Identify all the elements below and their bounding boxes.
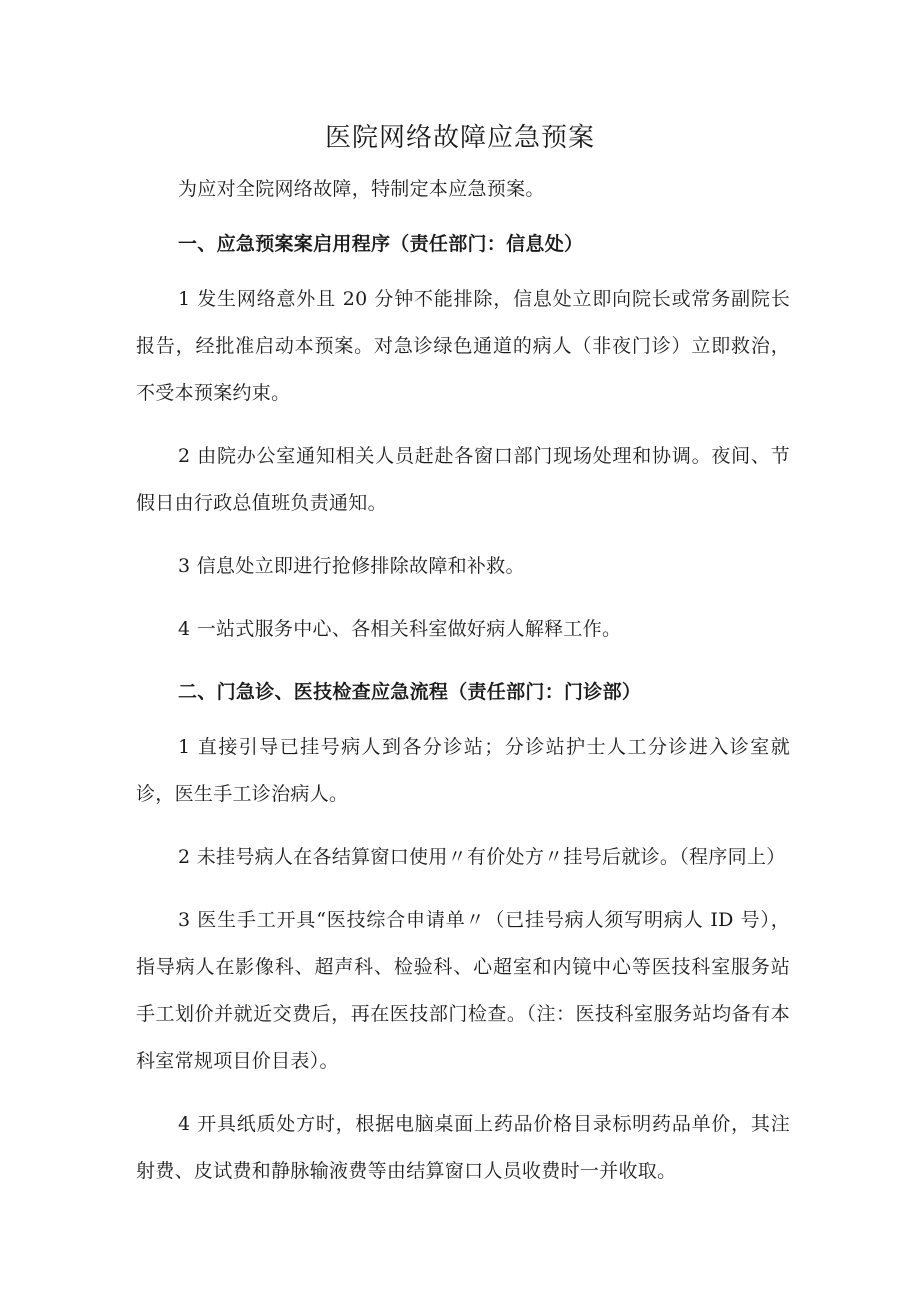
section-2-item-1: 1 直接引导已挂号病人到各分诊站；分诊站护士人工分诊进入诊室就诊，医生手工诊治病人。 <box>136 736 790 805</box>
section-2-item-3: 3 医生手工开具“医技综合申请单〃（已挂号病人须写明病人 ID 号），指导病人在影像科、超声科、检验科、心超室和内镜中心等医技科室服务站手工划价并就近交费后，再在医技部门检查。（注：医技科室服务站均备有本科室常规项目价目表）。 <box>136 909 790 1072</box>
section-2-heading: 二、门急诊、医技检查应急流程（责任部门：门诊部） <box>178 681 642 703</box>
section-1-item-4: 4 一站式服务中心、各相关科室做好病人解释工作。 <box>178 618 622 640</box>
section-1-item-1: 1 发生网络意外且 20 分钟不能排除，信息处立即向院长或常务副院长报告，经批准启动本预案。对急诊绿色通道的病人（非夜门诊）立即救治，不受本预案约束。 <box>136 288 790 404</box>
intro-paragraph: 为应对全院网络故障，特制定本应急预案。 <box>178 178 545 200</box>
section-2-item-4: 4 开具纸质处方时，根据电脑桌面上药品价格目录标明药品单价，其注射费、皮试费和静脉输液费等由结算窗口人员收费时一并收取。 <box>136 1113 790 1182</box>
section-1-item-2: 2 由院办公室通知相关人员赶赴各窗口部门现场处理和协调。夜间、节假日由行政总值班负责通知。 <box>136 445 790 514</box>
section-2-item-2: 2 未挂号病人在各结算窗口使用〃有价处方〃挂号后就诊。（程序同上） <box>178 846 786 868</box>
document-body <box>136 166 790 1211</box>
section-1-heading: 一、应急预案案启用程序（责任部门：信息处） <box>178 233 584 255</box>
document-title: 医院网络故障应急预案 <box>324 123 595 153</box>
section-1-item-3: 3 信息处立即进行抢修排除故障和补救。 <box>178 555 525 577</box>
